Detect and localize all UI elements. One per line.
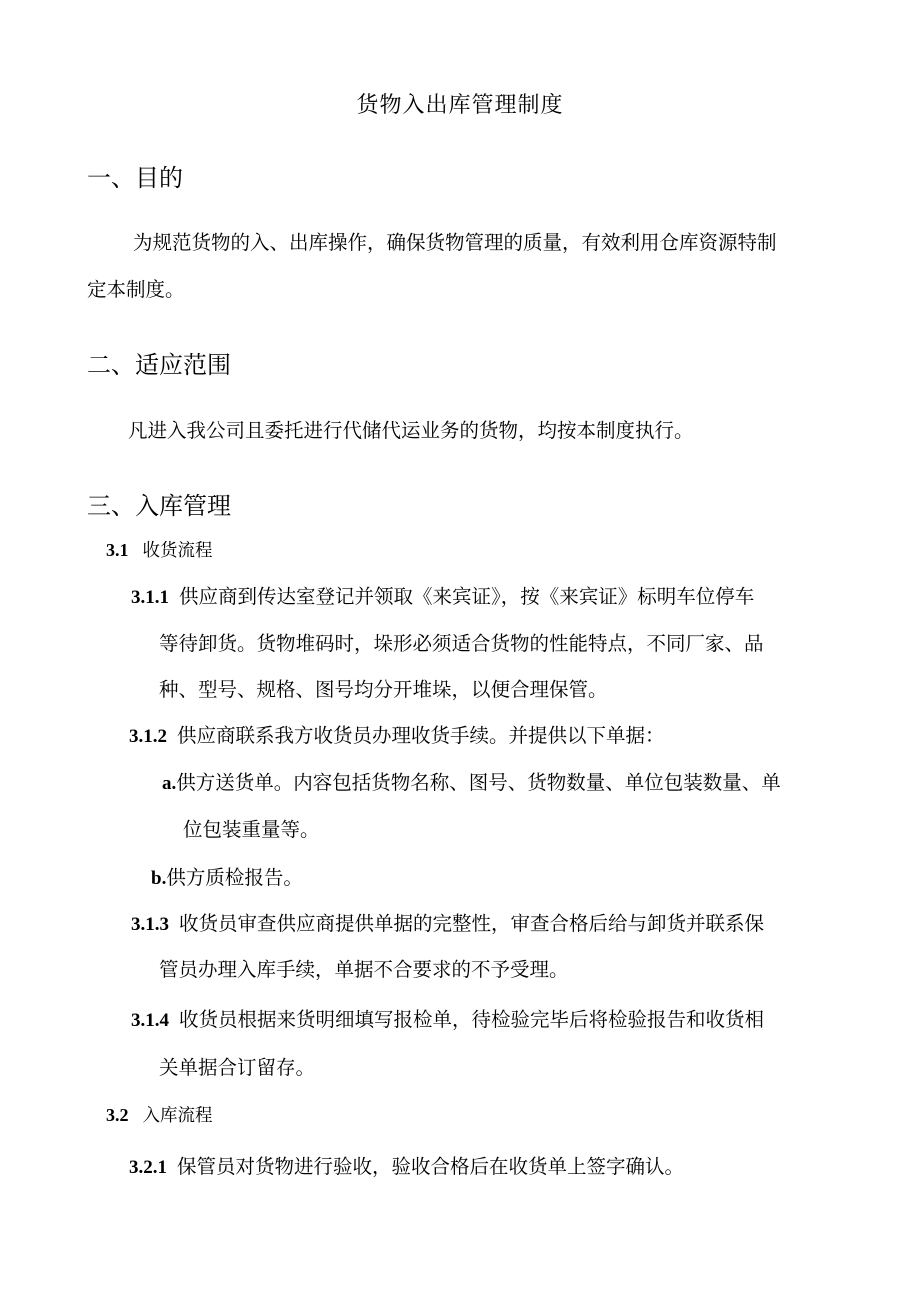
item-text: 收货员审查供应商提供单据的完整性，审查合格后给与卸货并联系保 <box>179 912 765 935</box>
item-3-1-3-line-2: 管员办理入库手续，单据不合要求的不予受理。 <box>159 958 569 981</box>
item-3-1-2-a-line-1 <box>162 769 781 798</box>
item-number: 3.2.1 <box>129 1157 167 1178</box>
item-number: 3.1.1 <box>131 587 169 608</box>
subsection-title: 入库流程 <box>142 1106 213 1126</box>
item-number: 3.1.2 <box>129 726 167 747</box>
item-text: 供应商到传达室登记并领取《来宾证》，按《来宾证》标明车位停车 <box>179 585 755 608</box>
scope-paragraph: 凡进入我公司且委托进行代储代运业务的货物，均按本制度执行。 <box>128 419 694 442</box>
section-heading-purpose: 一、目的 <box>87 164 183 192</box>
subsection-title: 收货流程 <box>142 541 213 561</box>
item-3-1-1-line-2: 等待卸货。货物堆码时，垛形必须适合货物的性能特点，不同厂家、品 <box>159 632 764 655</box>
item-3-2-1-line-1 <box>129 1153 684 1182</box>
list-text: 供方送货单。内容包括货物名称、图号、货物数量、单位包装数量、单 <box>176 771 781 794</box>
item-3-1-2-a-line-2: 位包装重量等。 <box>183 818 320 841</box>
item-3-1-4-line-2: 关单据合订留存。 <box>159 1056 316 1079</box>
item-3-1-3-line-1 <box>131 910 764 939</box>
section-heading-scope: 二、适应范围 <box>87 351 231 379</box>
subsection-number: 3.1 <box>106 540 129 560</box>
list-text: 供方质检报告。 <box>166 866 303 889</box>
item-3-1-1-line-3: 种、型号、规格、图号均分开堆垛，以便合理保管。 <box>159 678 608 701</box>
purpose-paragraph-line-2: 定本制度。 <box>87 278 185 301</box>
item-3-1-2-b-line-1 <box>151 864 303 893</box>
item-3-1-1-line-1 <box>131 583 754 612</box>
subsection-number: 3.2 <box>106 1105 129 1125</box>
list-letter: a. <box>162 773 177 794</box>
item-number: 3.1.4 <box>131 1010 169 1031</box>
subsection-heading-3-2 <box>106 1102 213 1129</box>
document-title: 货物入出库管理制度 <box>356 93 564 118</box>
item-text: 收货员根据来货明细填写报检单，待检验完毕后将检验报告和收货相 <box>179 1008 765 1031</box>
purpose-paragraph-line-1: 为规范货物的入、出库操作，确保货物管理的质量，有效利用仓库资源特制 <box>133 231 777 254</box>
item-3-1-4-line-1 <box>131 1006 764 1035</box>
item-3-1-2-line-1 <box>129 722 665 751</box>
item-text: 保管员对货物进行验收，验收合格后在收货单上签字确认。 <box>177 1155 685 1178</box>
list-letter: b. <box>151 868 167 889</box>
subsection-heading-3-1 <box>106 537 213 564</box>
item-number: 3.1.3 <box>131 914 169 935</box>
section-heading-inbound: 三、入库管理 <box>87 492 231 520</box>
item-text: 供应商联系我方收货员办理收货手续。并提供以下单据： <box>177 724 665 747</box>
